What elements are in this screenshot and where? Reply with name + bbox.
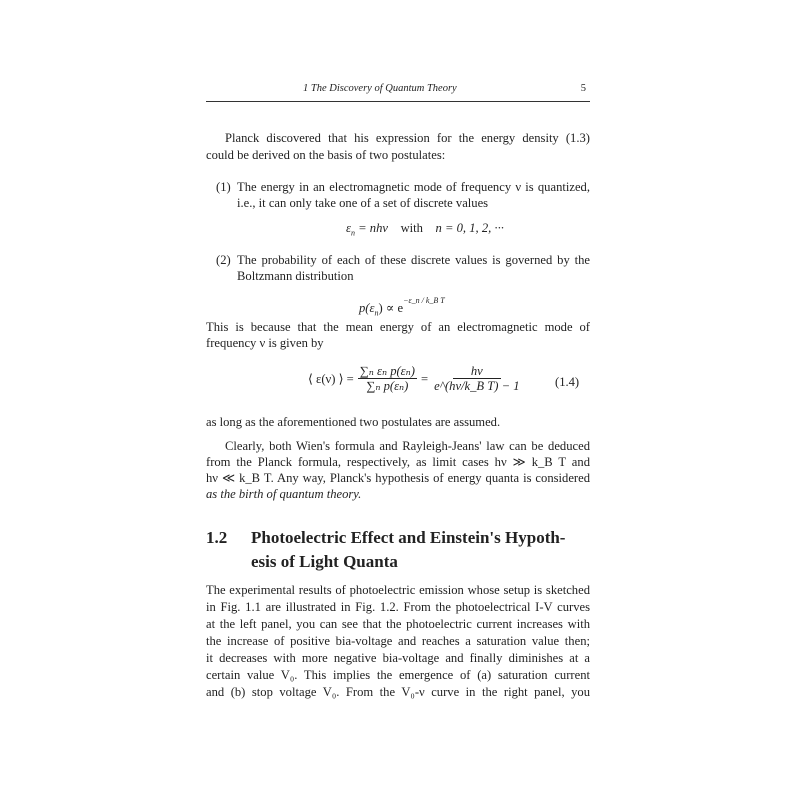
paragraph-line: as long as the aforementioned two postulates are assumed. <box>206 415 501 429</box>
paragraph-line: hν ≪ k_B T. Any way, Planck's hypothesis of energy quanta is considered <box>206 471 590 485</box>
paragraph-line: The probability of each of these discrete values is governed by the <box>237 253 590 267</box>
paragraph-line: from the Planck formula, respectively, as limit cases hν ≫ k_B T and <box>206 455 590 469</box>
header-rule <box>206 101 590 102</box>
denominator: ∑ₙ p(εₙ) <box>366 379 409 393</box>
postulate-label: (1) <box>216 180 231 194</box>
numerator: hν <box>453 364 501 379</box>
paragraph-line: The experimental results of photoelectric emission whose setup is sketched <box>206 583 590 597</box>
eq-exponent: −ε_n / k_B T <box>403 296 445 305</box>
eq-sub: n <box>374 308 379 318</box>
equation-quantization <box>346 221 504 241</box>
eq-condition: n = 0, 1, 2, ··· <box>435 221 504 235</box>
paragraph-line: certain value V₀. This implies the emergence of (a) saturation current <box>206 668 590 682</box>
paragraph-line: it decreases with more negative bia-voltage and finally diminishes at a <box>206 651 590 665</box>
paragraph-line: could be derived on the basis of two postulates: <box>206 148 446 162</box>
numerator: ∑ₙ εₙ p(εₙ) <box>359 364 415 378</box>
paragraph-line: Planck discovered that his expression for the energy density (1.3) <box>225 131 590 145</box>
fraction <box>432 364 522 393</box>
equation-boltzmann <box>359 298 445 321</box>
equation-number: (1.4) <box>555 375 580 389</box>
paragraph-line: Boltzmann distribution <box>237 269 354 283</box>
section-title: Photoelectric Effect and Einstein's Hypoth- <box>251 528 566 547</box>
paragraph-line: Clearly, both Wien's formula and Rayleigh-Jeans' law can be deduced <box>225 439 590 453</box>
paragraph-line: The energy in an electromagnetic mode of frequency ν is quantized, <box>237 180 590 194</box>
page-number: 5 <box>580 83 586 94</box>
eq-mid: ) ∝ e <box>378 301 404 316</box>
eq-symbol: ε <box>346 221 351 235</box>
fraction <box>358 364 417 393</box>
paragraph-line: at the left panel, you can see that the photoelectric current increases with <box>206 617 590 631</box>
chapter-title: 1 The Discovery of Quantum Theory <box>303 83 457 94</box>
postulate-label: (2) <box>216 253 231 267</box>
paragraph-line: This is because that the mean energy of an electromagnetic mode of <box>206 320 590 334</box>
eq-with: with <box>400 221 423 235</box>
equation-1-4: ⟨ ε(ν) ⟩ = $\frac{\text{∑ₙ εₙ p(εₙ)}}{\text{∑ₙ p(εₙ)}}$ = $\frac{h\nu}{\text{e\textasciicircum{}(hν/k\_B T) − 1}}$ <box>308 364 520 393</box>
eq-lhs: p(ε <box>359 301 375 316</box>
paragraph-line: and (b) stop voltage V₀. From the V₀-ν curve in the right panel, you <box>206 685 590 699</box>
section-number: 1.2 <box>206 528 228 547</box>
eq-lhs: ⟨ ε(ν) ⟩ = <box>308 371 354 386</box>
eq-rhs: = nhν <box>358 221 388 235</box>
section-title-continued: esis of Light Quanta <box>251 552 398 571</box>
paragraph-line: in Fig. 1.1 are illustrated in Fig. 1.2. From the photoelectrical I-V curves <box>206 600 590 614</box>
paragraph-line: the increase of positive bia-voltage and reaches a saturation value then; <box>206 634 590 648</box>
paragraph-line: frequency ν is given by <box>206 336 324 350</box>
section-heading <box>206 528 566 548</box>
eq-sub: n <box>350 228 355 238</box>
denominator: e^(hν/k_B T) − 1 <box>434 379 520 393</box>
paragraph-line: i.e., it can only take one of a set of discrete values <box>237 196 489 210</box>
paragraph-line: as the birth of quantum theory. <box>206 487 362 501</box>
